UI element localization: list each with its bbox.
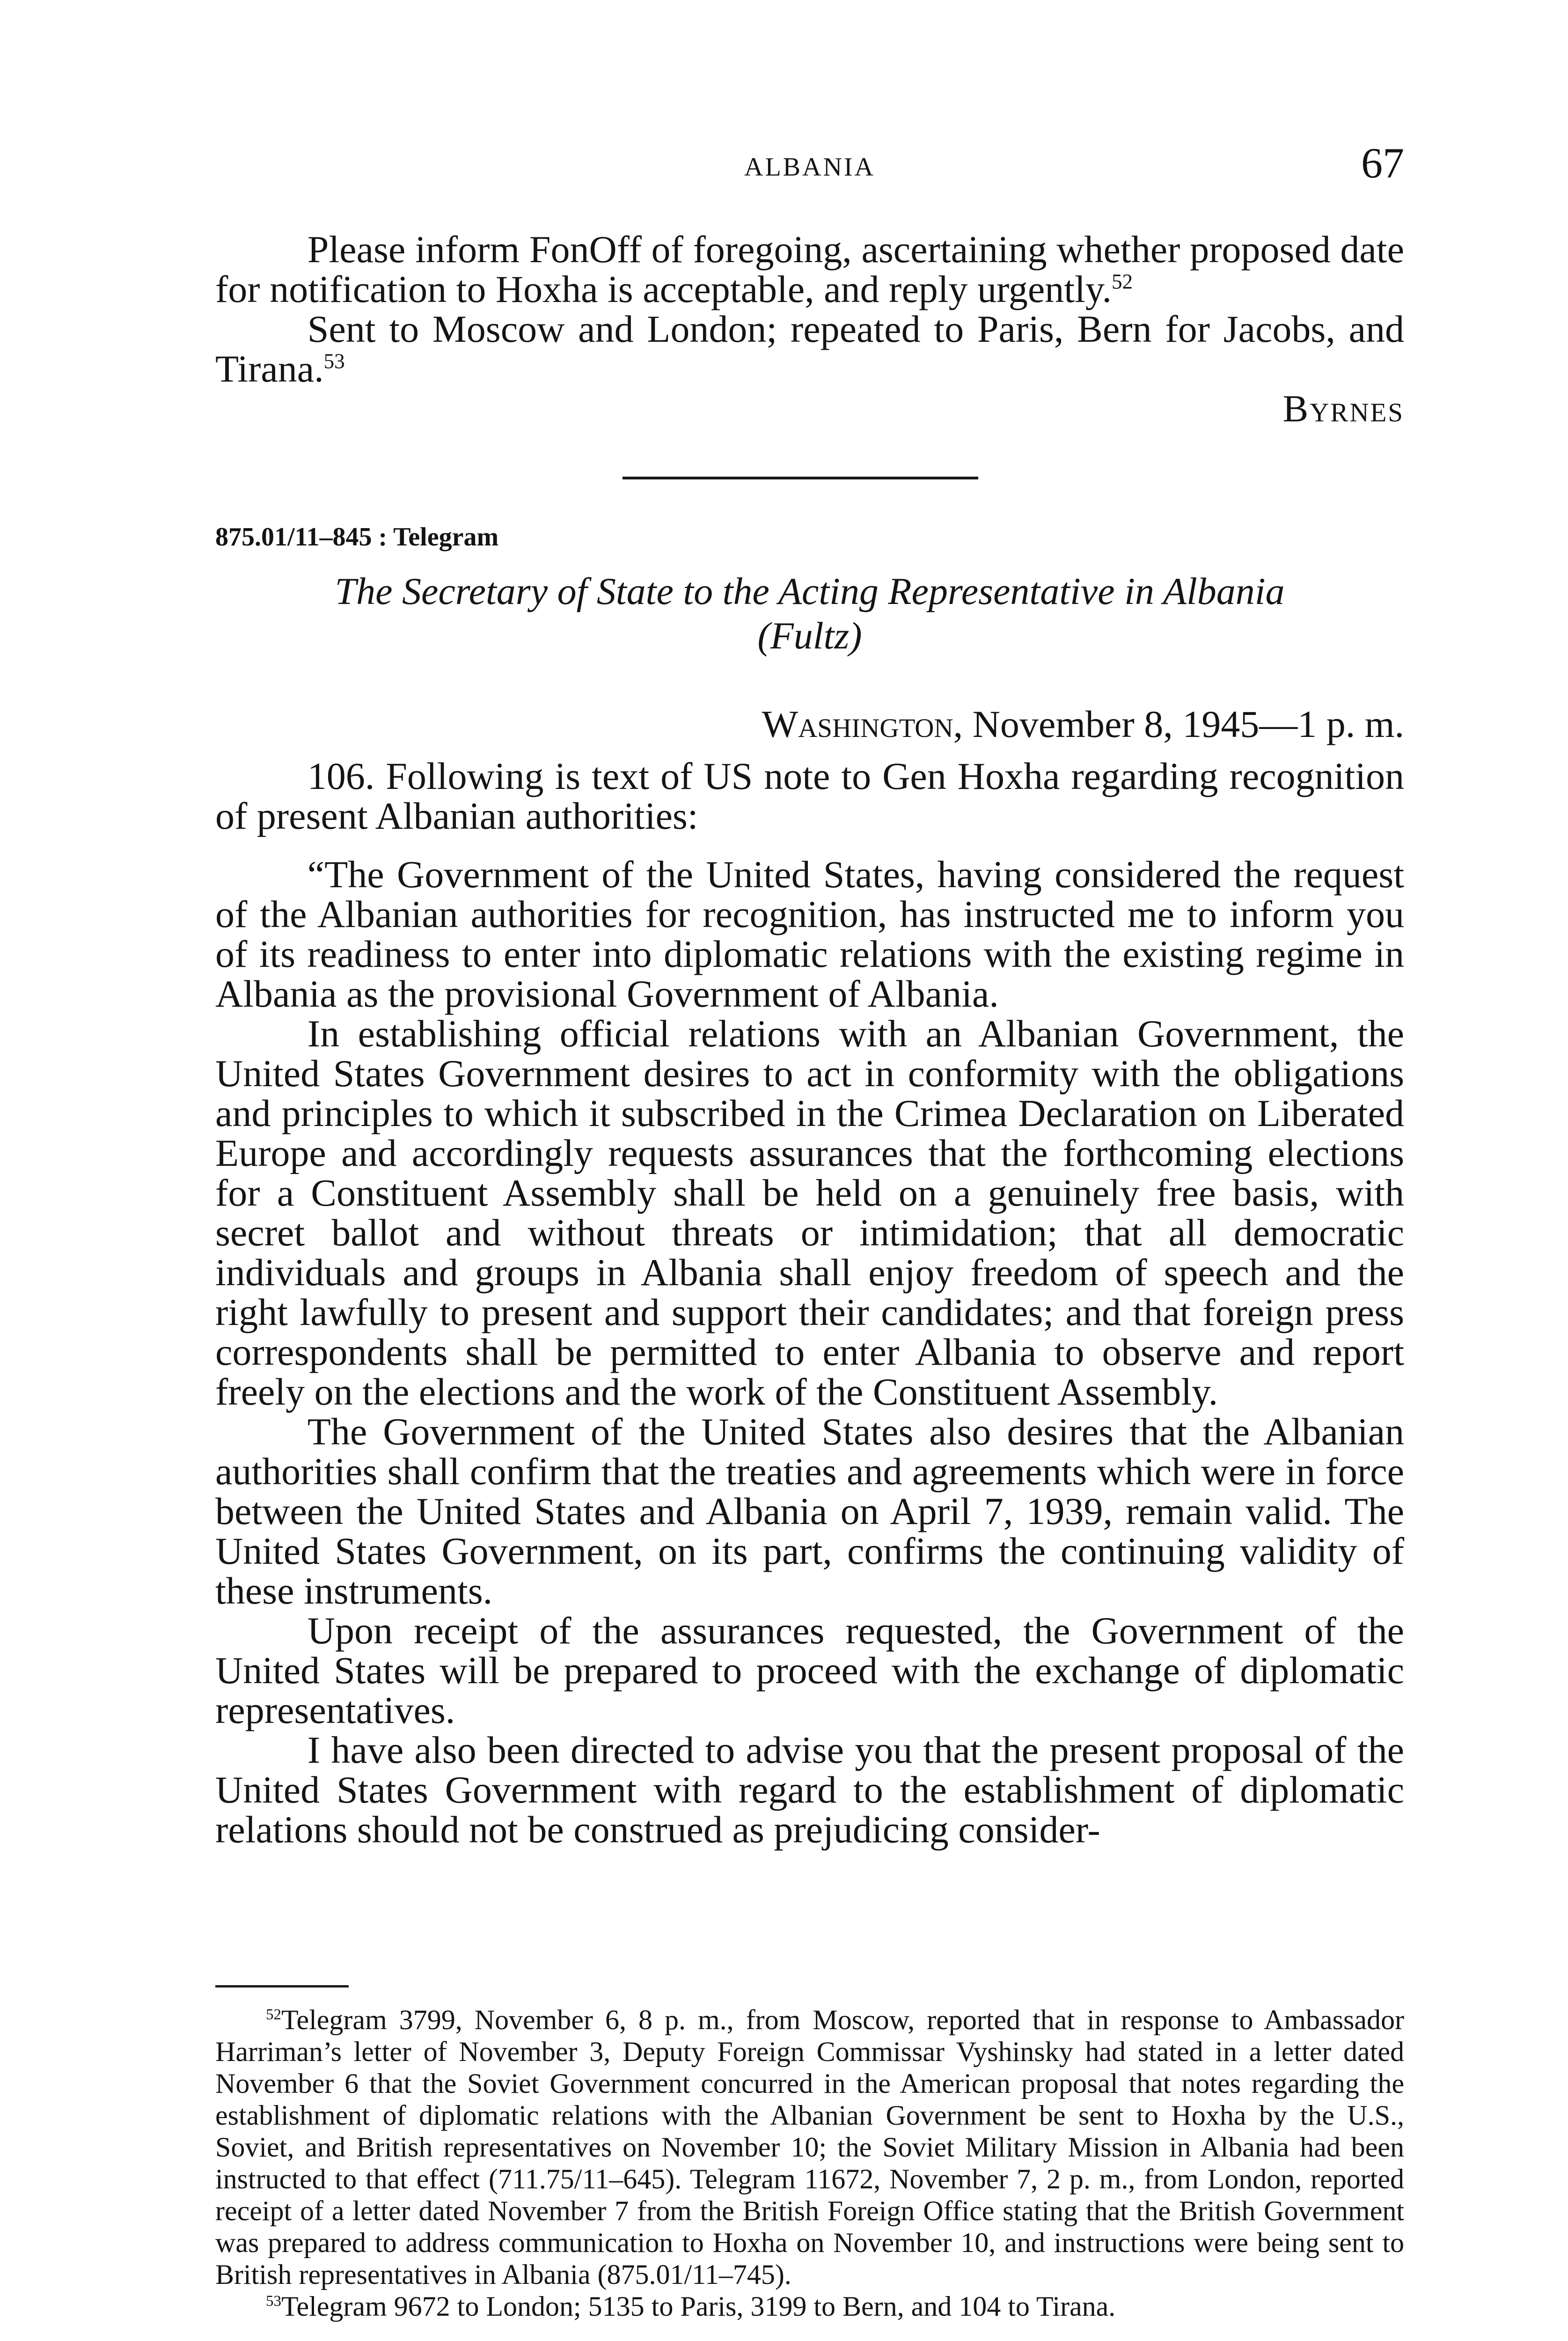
- paragraph-sent-to: [215, 309, 1404, 389]
- quote-paragraph-2: In establishing official relations with an Albanian Government, the United States Government desires to act in conformity with the obligations and principles to which it subscribed in the Crimea Declaration on Liberated Europe and accordingly requests assurances that the forthcoming elections for a Constituent Assembly shall be held on a genuinely free basis, with secret ballot and without threats or intimidation; that all democratic individuals and groups in Albania shall enjoy freedom of speech and the right lawfully to present and support their candidates; and that foreign press correspondents shall be permitted to enter Albania to observe and report freely on the elections and the work of the Constituent Assembly.: [215, 1012, 1404, 1413]
- footnote-ref-52: 52: [1112, 270, 1133, 294]
- footnote-divider: [215, 1985, 349, 1988]
- file-reference: 875.01/11–845 : Telegram: [215, 523, 499, 552]
- quote-paragraph-3: The Government of the United States also desires that the Albanian authorities shall confirm that the treaties and agreements which were in force between the United States and Albania on April 7, 1939, remain valid. The United States Government, on its part, confirms the continuing validity of these instruments.: [215, 1410, 1404, 1612]
- previous-document-ending: [215, 229, 1404, 428]
- quote-paragraph-4: Upon receipt of the assurances requested, the Government of the United States will be prepared to proceed with the exchange of diplomatic representatives.: [215, 1609, 1404, 1731]
- quote-paragraph-1: “The Government of the United States, having considered the request of the Albanian authorities for recognition, has instructed me to inform you of its readiness to enter into diplomatic relations with the existing regime in Albania as the provisional Government of Albania.: [215, 853, 1404, 1015]
- telegram-body: [215, 756, 1404, 1849]
- quote-paragraph-5: I have also been directed to advise you that the present proposal of the United States Government with regard to the establishment of diplomatic relations should not be construed as prejudicing consider-: [215, 1729, 1404, 1851]
- footnote-mark: 53: [266, 2293, 281, 2310]
- section-divider: [623, 477, 978, 479]
- footnotes: [215, 2004, 1404, 2322]
- title-line-1: The Secretary of State to the Acting Representative in Albania: [335, 570, 1285, 612]
- title-line-2: (Fultz): [757, 614, 862, 657]
- intro-paragraph: 106. Following is text of US note to Gen Hoxha regarding recognition of present Albanian authorities:: [215, 755, 1404, 837]
- paragraph-text: Sent to Moscow and London; repeated to Paris, Bern for Jacobs, and Tirana.: [215, 308, 1404, 390]
- footnote-ref-53: 53: [323, 349, 345, 373]
- footnote-53: [215, 2290, 1404, 2322]
- footnote-52: [215, 2004, 1404, 2290]
- page-header: [215, 138, 1404, 194]
- dateline-place: Washington: [762, 703, 953, 745]
- paragraph-inform-fonoff: [215, 229, 1404, 309]
- paragraph-text: Please inform FonOff of foregoing, ascertaining whether proposed date for notification to Hoxha is acceptable, and reply urgently.: [215, 228, 1404, 310]
- footnote-text: Telegram 3799, November 6, 8 p. m., from Moscow, reported that in response to Ambassador Harriman’s letter of November 3, Deputy Foreign Commissar Vyshinsky had stated in a letter dated November 6 that the Soviet Government concurred in the American proposal that notes regarding the establishment of diplomatic relations with the Albanian Government be sent to Hoxha by the U.S., Soviet, and British representatives on November 10; the Soviet Military Mission in Albania had been instructed to that effect (711.75/11–645). Telegram 11672, November 7, 2 p. m., from London, reported receipt of a letter dated November 7 from the British Foreign Office stating that the British Government was prepared to address communication to Hoxha on November 10, and instructions were being sent to British representatives in Albania (875.01/11–745).: [215, 2004, 1404, 2290]
- running-head: ALBANIA: [744, 153, 875, 182]
- footnote-mark: 52: [266, 2006, 281, 2023]
- dateline: [762, 702, 1404, 746]
- dateline-date: , November 8, 1945—1 p. m.: [953, 703, 1404, 745]
- footnote-text: Telegram 9672 to London; 5135 to Paris, 3199 to Bern, and 104 to Tirana.: [281, 2291, 1116, 2322]
- page-number: 67: [1361, 139, 1404, 187]
- signature: Byrnes: [1282, 387, 1404, 430]
- document-title: [215, 569, 1404, 658]
